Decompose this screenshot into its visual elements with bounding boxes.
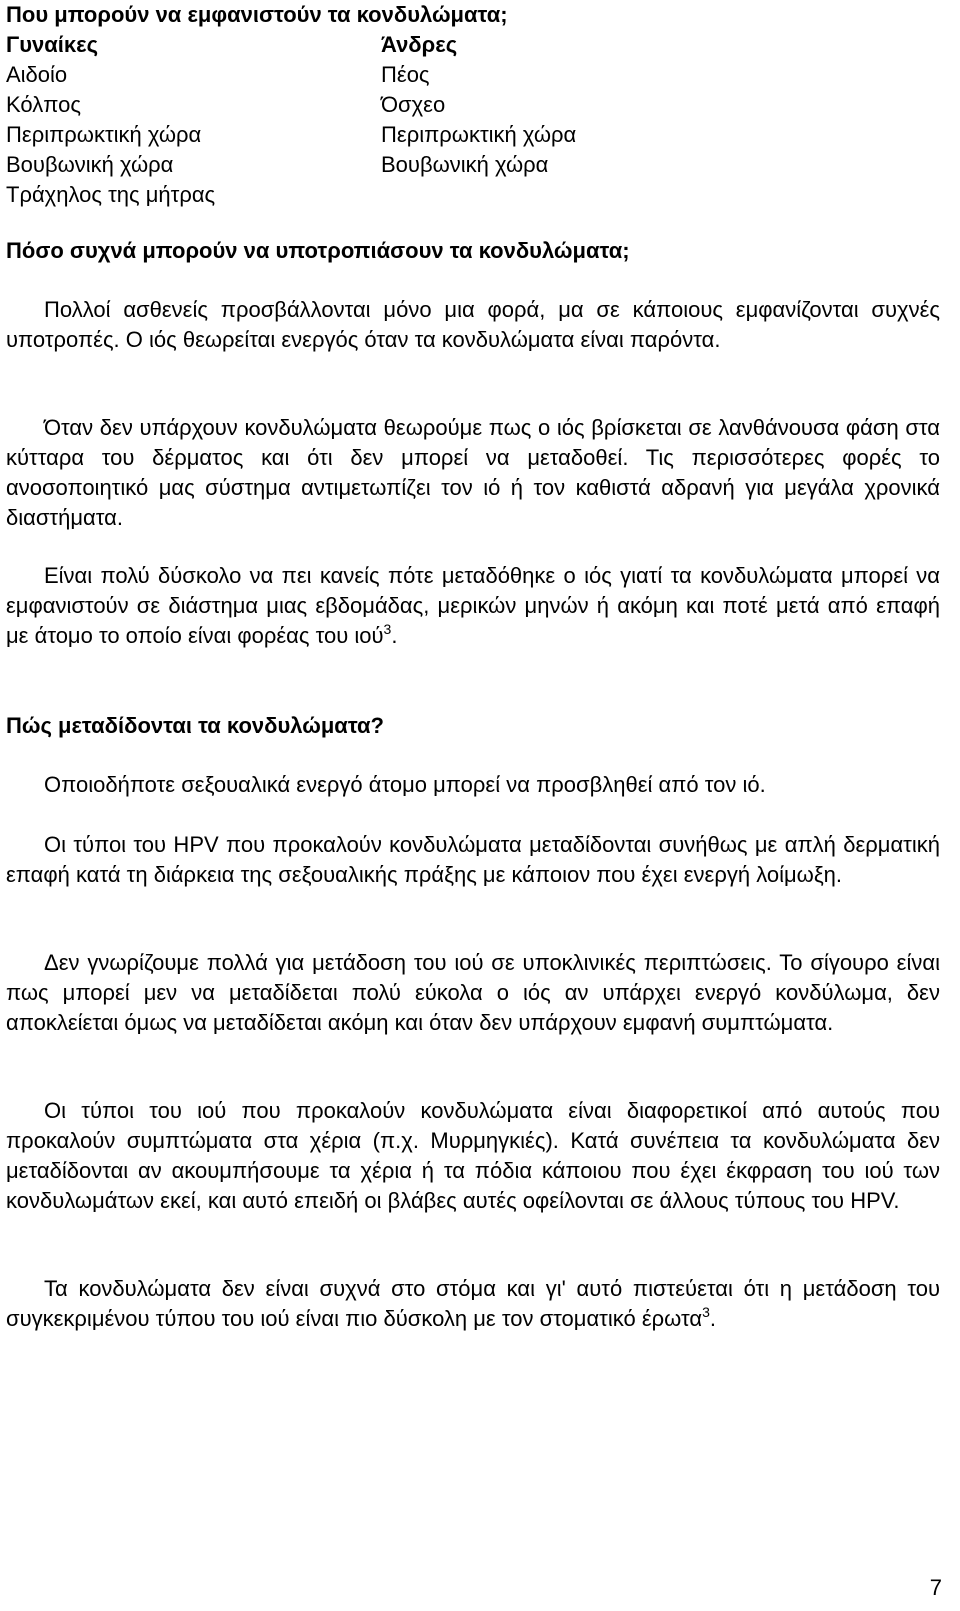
women-item: Αιδοίο xyxy=(6,62,68,87)
men-item: Όσχεο xyxy=(381,92,446,117)
transmission-paragraph-1: Οποιοδήποτε σεξουαλικά ενεργό άτομο μπορεί να προσβληθεί από τον ιό. xyxy=(44,772,766,797)
where-section xyxy=(6,0,781,210)
men-item: Βουβωνική χώρα xyxy=(381,152,549,177)
recurrence-heading: Πόσο συχνά μπορούν να υποτροπιάσουν τα κονδυλώματα; xyxy=(6,238,630,263)
recurrence-paragraph-1: Πολλοί ασθενείς προσβάλλονται μόνο μια φορά, μα σε κάποιους εμφανίζονται συχνές υποτροπές. Ο ιός θεωρείται ενεργός όταν τα κονδυλώματα είναι παρόντα. xyxy=(6,297,940,352)
recurrence-paragraph-3 xyxy=(6,561,940,651)
women-label: Γυναίκες xyxy=(6,32,99,57)
men-item: Πέος xyxy=(381,62,430,87)
men-label: Άνδρες xyxy=(381,32,458,57)
transmission-paragraph-5-text: Τα κονδυλώματα δεν είναι συχνά στο στόμα και γι' αυτό πιστεύεται ότι η μετάδοση του συγκεκριμένου τύπου του ιού είναι πιο δύσκολη με τον στοματικό έρωτα xyxy=(6,1276,940,1331)
recurrence-paragraph-3-end: . xyxy=(391,623,398,648)
transmission-heading: Πώς μεταδίδονται τα κονδυλώματα? xyxy=(6,713,384,738)
women-item: Κόλπος xyxy=(6,92,81,117)
location-columns xyxy=(6,30,781,210)
women-item: Τράχηλος της μήτρας xyxy=(6,182,216,207)
reference-number: 3 xyxy=(383,621,392,637)
recurrence-paragraph-3-text: Είναι πολύ δύσκολο να πει κανείς πότε μεταδόθηκε ο ιός γιατί τα κονδυλώματα μπορεί να εμφανιστούν σε διάστημα μιας εβδομάδας, μερικών μηνών ή ακόμη και ποτέ μετά από επαφή με άτομο το οποίο είναι φορέας του ιού xyxy=(6,563,940,648)
reference-number: 3 xyxy=(702,1304,710,1320)
men-column xyxy=(381,30,781,210)
transmission-paragraph-5-end: . xyxy=(709,1306,717,1331)
women-item: Περιπρωκτική χώρα xyxy=(6,122,202,147)
where-heading: Που μπορούν να εμφανιστούν τα κονδυλώματα; xyxy=(6,2,508,27)
page-number: 7 xyxy=(929,1575,942,1600)
women-column xyxy=(6,30,381,210)
transmission-paragraph-2: Οι τύποι του HPV που προκαλούν κονδυλώματα μεταδίδονται συνήθως με απλή δερματική επαφή κατά τη διάρκεια της σεξουαλικής πράξης με κάποιον που έχει ενεργή λοίμωξη. xyxy=(6,832,940,887)
transmission-paragraph-5 xyxy=(6,1274,940,1334)
recurrence-paragraph-2: Όταν δεν υπάρχουν κονδυλώματα θεωρούμε πως ο ιός βρίσκεται σε λανθάνουσα φάση στα κύτταρα του δέρματος και ότι δεν μπορεί να μεταδοθεί. Τις περισσότερες φορές το ανοσοποιητικό μας σύστημα αντιμετωπίζει τον ιό ή τον καθιστά αδρανή για μεγάλα χρονικά διαστήματα. xyxy=(6,415,940,530)
men-item: Περιπρωκτική χώρα xyxy=(381,122,577,147)
transmission-paragraph-3: Δεν γνωρίζουμε πολλά για μετάδοση του ιού σε υποκλινικές περιπτώσεις. Το σίγουρο είναι πως μπορεί μεν να μεταδίδεται πολύ εύκολα ο ιός αν υπάρχει ενεργό κονδύλωμα, δεν αποκλείεται όμως να μεταδίδεται ακόμη και όταν δεν υπάρχουν εμφανή συμπτώματα. xyxy=(6,950,940,1035)
women-item: Βουβωνική χώρα xyxy=(6,152,174,177)
transmission-paragraph-4: Οι τύποι του ιού που προκαλούν κονδυλώματα είναι διαφορετικοί από αυτούς που προκαλούν συμπτώματα στα χέρια (π.χ. Μυρμηγκιές). Κατά συνέπεια τα κονδυλώματα δεν μεταδίδονται αν ακουμπήσουμε τα χέρια ή τα πόδια κάποιου που έχει έκφραση του ιού των κονδυλωμάτων εκεί, και αυτό επειδή οι βλάβες αυτές οφείλονται σε άλλους τύπους του HPV. xyxy=(6,1098,940,1213)
